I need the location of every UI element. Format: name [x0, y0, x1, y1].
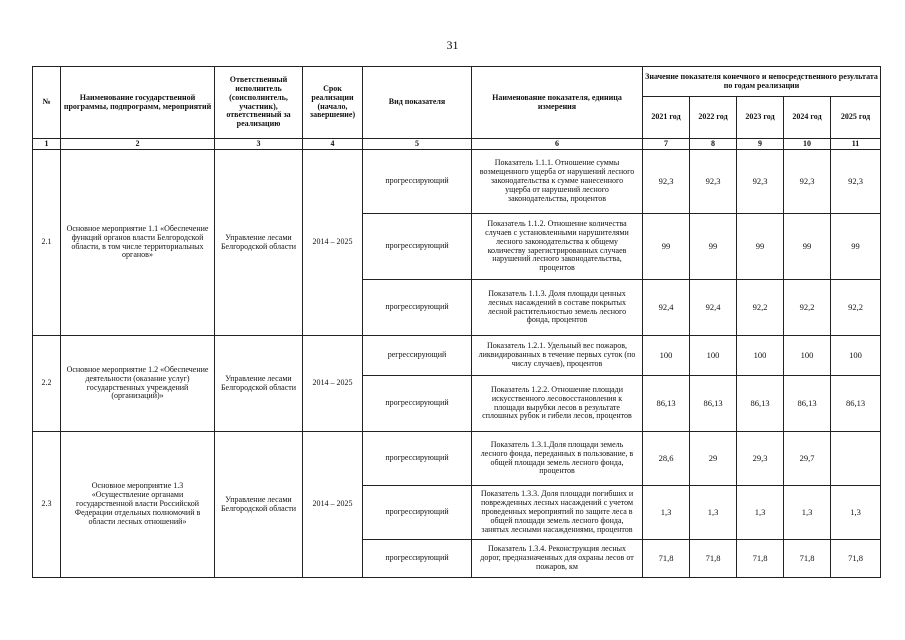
value-cell: 100: [737, 336, 784, 376]
header-term: Срок реализации (начало, завершение): [303, 67, 363, 139]
indicators-table: [32, 66, 881, 578]
value-cell: 92,2: [737, 280, 784, 336]
column-number: 10: [784, 139, 831, 150]
value-cell: 86,13: [784, 376, 831, 432]
value-cell: 100: [690, 336, 737, 376]
value-cell: 92,4: [690, 280, 737, 336]
header-indicator-kind: Вид показателя: [363, 67, 472, 139]
page-number: 31: [446, 38, 459, 52]
group-name: Основное мероприятие 1.3 «Осуществление органами государственной власти Российской Федерации отдельных полномочий в области лесных отношений»: [61, 432, 215, 578]
group-name: Основное мероприятие 1.2 «Обеспечение деятельности (оказание услуг) государственных учреждений (организаций)»: [61, 336, 215, 432]
value-cell: 29: [690, 432, 737, 486]
indicator-name: Показатель 1.3.4. Реконструкция лесных дорог, предназначенных для охраны лесов от пожаров, км: [472, 540, 643, 578]
indicator-name: Показатель 1.3.1.Доля площади земель лесного фонда, переданных в пользование, в общей площади земель лесного фонда, процентов: [472, 432, 643, 486]
value-cell: 92,2: [784, 280, 831, 336]
column-number: 11: [831, 139, 881, 150]
indicator-name: Показатель 1.1.2. Отношение количества случаев с установленными нарушителями лесного законодательства к общему количеству зарегистрированных случаев нарушений лесного законодательства, процентов: [472, 214, 643, 280]
table-row: [33, 150, 881, 214]
header-values-group: Значение показателя конечного и непосредственного результата по годам реализации: [643, 67, 881, 97]
indicator-kind: прогрессирующий: [363, 432, 472, 486]
header-indicator-name: Наименование показателя, единица измерения: [472, 67, 643, 139]
indicator-kind: прогрессирующий: [363, 150, 472, 214]
value-cell: 86,13: [737, 376, 784, 432]
indicator-name: Показатель 1.1.3. Доля площади ценных лесных насаждений в составе покрытых лесной растительностью земель лесного фонда, процентов: [472, 280, 643, 336]
column-number: 6: [472, 139, 643, 150]
value-cell: 99: [643, 214, 690, 280]
indicator-kind: прогрессирующий: [363, 486, 472, 540]
value-cell: 92,3: [784, 150, 831, 214]
group-term: 2014 – 2025: [303, 150, 363, 336]
group-term: 2014 – 2025: [303, 432, 363, 578]
column-number: 1: [33, 139, 61, 150]
column-number: 4: [303, 139, 363, 150]
group-number: 2.2: [33, 336, 61, 432]
value-cell: 1,3: [831, 486, 881, 540]
value-cell: 99: [690, 214, 737, 280]
column-number: 3: [215, 139, 303, 150]
value-cell: 99: [737, 214, 784, 280]
value-cell: 92,4: [643, 280, 690, 336]
column-number: 9: [737, 139, 784, 150]
group-number: 2.3: [33, 432, 61, 578]
column-number: 7: [643, 139, 690, 150]
value-cell: 92,2: [831, 280, 881, 336]
value-cell: 1,3: [690, 486, 737, 540]
header-row-top: [33, 67, 881, 97]
value-cell: [831, 432, 881, 486]
value-cell: 1,3: [784, 486, 831, 540]
indicator-name: Показатель 1.1.1. Отношение суммы возмещенного ущерба от нарушений лесного законодательства к сумме нанесенного ущерба от нарушений лесного законодательства, процентов: [472, 150, 643, 214]
column-number: 2: [61, 139, 215, 150]
header-year: 2024 год: [784, 97, 831, 139]
header-program-name: Наименование государственной программы, подпрограмм, мероприятий: [61, 67, 215, 139]
value-cell: 1,3: [737, 486, 784, 540]
header-year: 2023 год: [737, 97, 784, 139]
value-cell: 29,3: [737, 432, 784, 486]
group-executor: Управление лесами Белгородской области: [215, 432, 303, 578]
value-cell: 100: [784, 336, 831, 376]
value-cell: 71,8: [737, 540, 784, 578]
header-year: 2021 год: [643, 97, 690, 139]
value-cell: 28,6: [643, 432, 690, 486]
value-cell: 99: [831, 214, 881, 280]
table-row: [33, 432, 881, 486]
column-number: 5: [363, 139, 472, 150]
header-num: №: [33, 67, 61, 139]
value-cell: 71,8: [643, 540, 690, 578]
header-year: 2022 год: [690, 97, 737, 139]
value-cell: 71,8: [831, 540, 881, 578]
indicator-name: Показатель 1.2.1. Удельный вес пожаров, ликвидированных в течение первых суток (по числу случаев), процентов: [472, 336, 643, 376]
value-cell: 92,3: [643, 150, 690, 214]
value-cell: 86,13: [690, 376, 737, 432]
table-row: [33, 336, 881, 376]
group-executor: Управление лесами Белгородской области: [215, 336, 303, 432]
value-cell: 86,13: [831, 376, 881, 432]
value-cell: 99: [784, 214, 831, 280]
indicator-name: Показатель 1.2.2. Отношение площади искусственного лесовосстановления к площади вырубки лесов в результате сплошных рубок и гибели лесов, процентов: [472, 376, 643, 432]
header-year: 2025 год: [831, 97, 881, 139]
value-cell: 92,3: [690, 150, 737, 214]
column-number-row: [33, 139, 881, 150]
value-cell: 71,8: [784, 540, 831, 578]
value-cell: 100: [831, 336, 881, 376]
indicator-kind: прогрессирующий: [363, 280, 472, 336]
value-cell: 100: [643, 336, 690, 376]
value-cell: 92,3: [737, 150, 784, 214]
indicator-kind: прогрессирующий: [363, 540, 472, 578]
value-cell: 86,13: [643, 376, 690, 432]
indicator-name: Показатель 1.3.3. Доля площади погибших и поврежденных лесных насаждений с учетом проведенных мероприятий по защите леса в общей площади земель лесного фонда, занятых лесными насаждениями, процентов: [472, 486, 643, 540]
group-executor: Управление лесами Белгородской области: [215, 150, 303, 336]
value-cell: 1,3: [643, 486, 690, 540]
header-executor: Ответственный исполнитель (соисполнитель, участник), ответственный за реализацию: [215, 67, 303, 139]
group-number: 2.1: [33, 150, 61, 336]
indicator-kind: прогрессирующий: [363, 214, 472, 280]
value-cell: 71,8: [690, 540, 737, 578]
value-cell: 29,7: [784, 432, 831, 486]
group-term: 2014 – 2025: [303, 336, 363, 432]
group-name: Основное мероприятие 1.1 «Обеспечение функций органов власти Белгородской области, в том числе территориальных органов»: [61, 150, 215, 336]
value-cell: 92,3: [831, 150, 881, 214]
indicator-kind: регрессирующий: [363, 336, 472, 376]
column-number: 8: [690, 139, 737, 150]
indicator-kind: прогрессирующий: [363, 376, 472, 432]
